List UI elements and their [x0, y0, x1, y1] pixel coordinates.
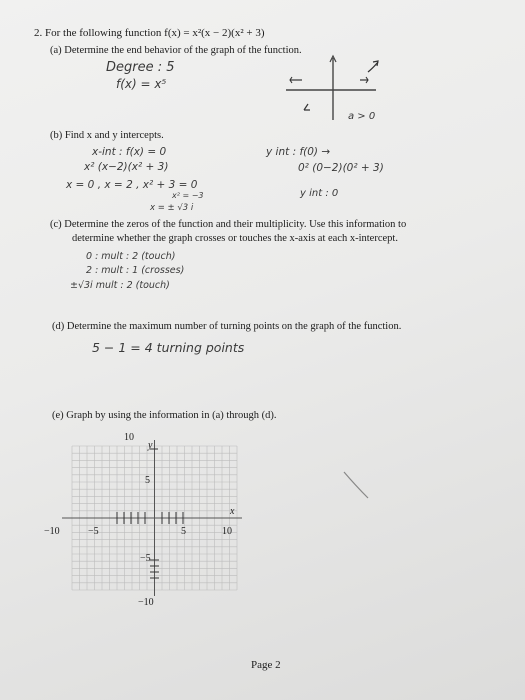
part-b-xint-5: x = ± √3 i	[150, 203, 194, 213]
part-c-zero-0: 0 : mult : 2 (touch)	[86, 251, 176, 262]
tick-x-10: 10	[222, 526, 232, 537]
part-b-yint-3: y int : 0	[300, 188, 339, 199]
part-b-xint-4: x² = −3	[172, 191, 204, 200]
part-b-question: (b) Find x and y intercepts.	[50, 130, 164, 141]
graph-y-label: y	[148, 440, 153, 451]
page-number: Page 2	[251, 659, 281, 671]
part-a-degree: Degree : 5	[106, 60, 175, 75]
part-d-question: (d) Determine the maximum number of turning points on the graph of the function.	[52, 321, 402, 332]
part-a-note: a > 0	[348, 111, 376, 122]
tick-y-5: 5	[145, 475, 150, 486]
part-b-yint-2: 0² (0−2)(0² + 3)	[298, 162, 384, 174]
tick-y-neg10: −10	[138, 597, 154, 608]
tick-x-neg10: −10	[44, 526, 60, 537]
part-a-question: (a) Determine the end behavior of the graph of the function.	[50, 45, 302, 56]
tick-x-5: 5	[181, 526, 186, 537]
tick-y-neg5: −5	[140, 553, 151, 564]
stray-pencil-mark	[340, 468, 380, 508]
problem-header: 2. For the following function f(x) = x²(x − 2)(x² + 3)	[34, 27, 265, 39]
part-c-zero-complex: ±√3i mult : 2 (touch)	[70, 280, 170, 291]
part-e-question: (e) Graph by using the information in (a) through (d).	[52, 410, 277, 421]
part-b-xint-2: x² (x−2)(x² + 3)	[84, 161, 169, 173]
tick-y-10: 10	[124, 432, 134, 443]
part-c-zero-2: 2 : mult : 1 (crosses)	[86, 265, 185, 276]
part-c-question-cont: determine whether the graph crosses or touches the x-axis at each x-intercept.	[72, 233, 398, 244]
part-a-leading-term: f(x) = x⁵	[116, 77, 167, 91]
part-b-xint-3: x = 0 , x = 2 , x² + 3 = 0	[66, 179, 198, 191]
part-d-answer: 5 − 1 = 4 turning points	[92, 340, 245, 355]
part-b-xint-1: x-int : f(x) = 0	[92, 146, 167, 158]
part-c-question: (c) Determine the zeros of the function and their multiplicity. Use this information to	[50, 219, 407, 230]
graph-x-label: x	[230, 506, 235, 517]
tick-x-neg5: −5	[88, 526, 99, 537]
part-b-yint-1: y int : f(0) →	[266, 146, 331, 158]
end-behavior-sketch	[268, 48, 398, 128]
